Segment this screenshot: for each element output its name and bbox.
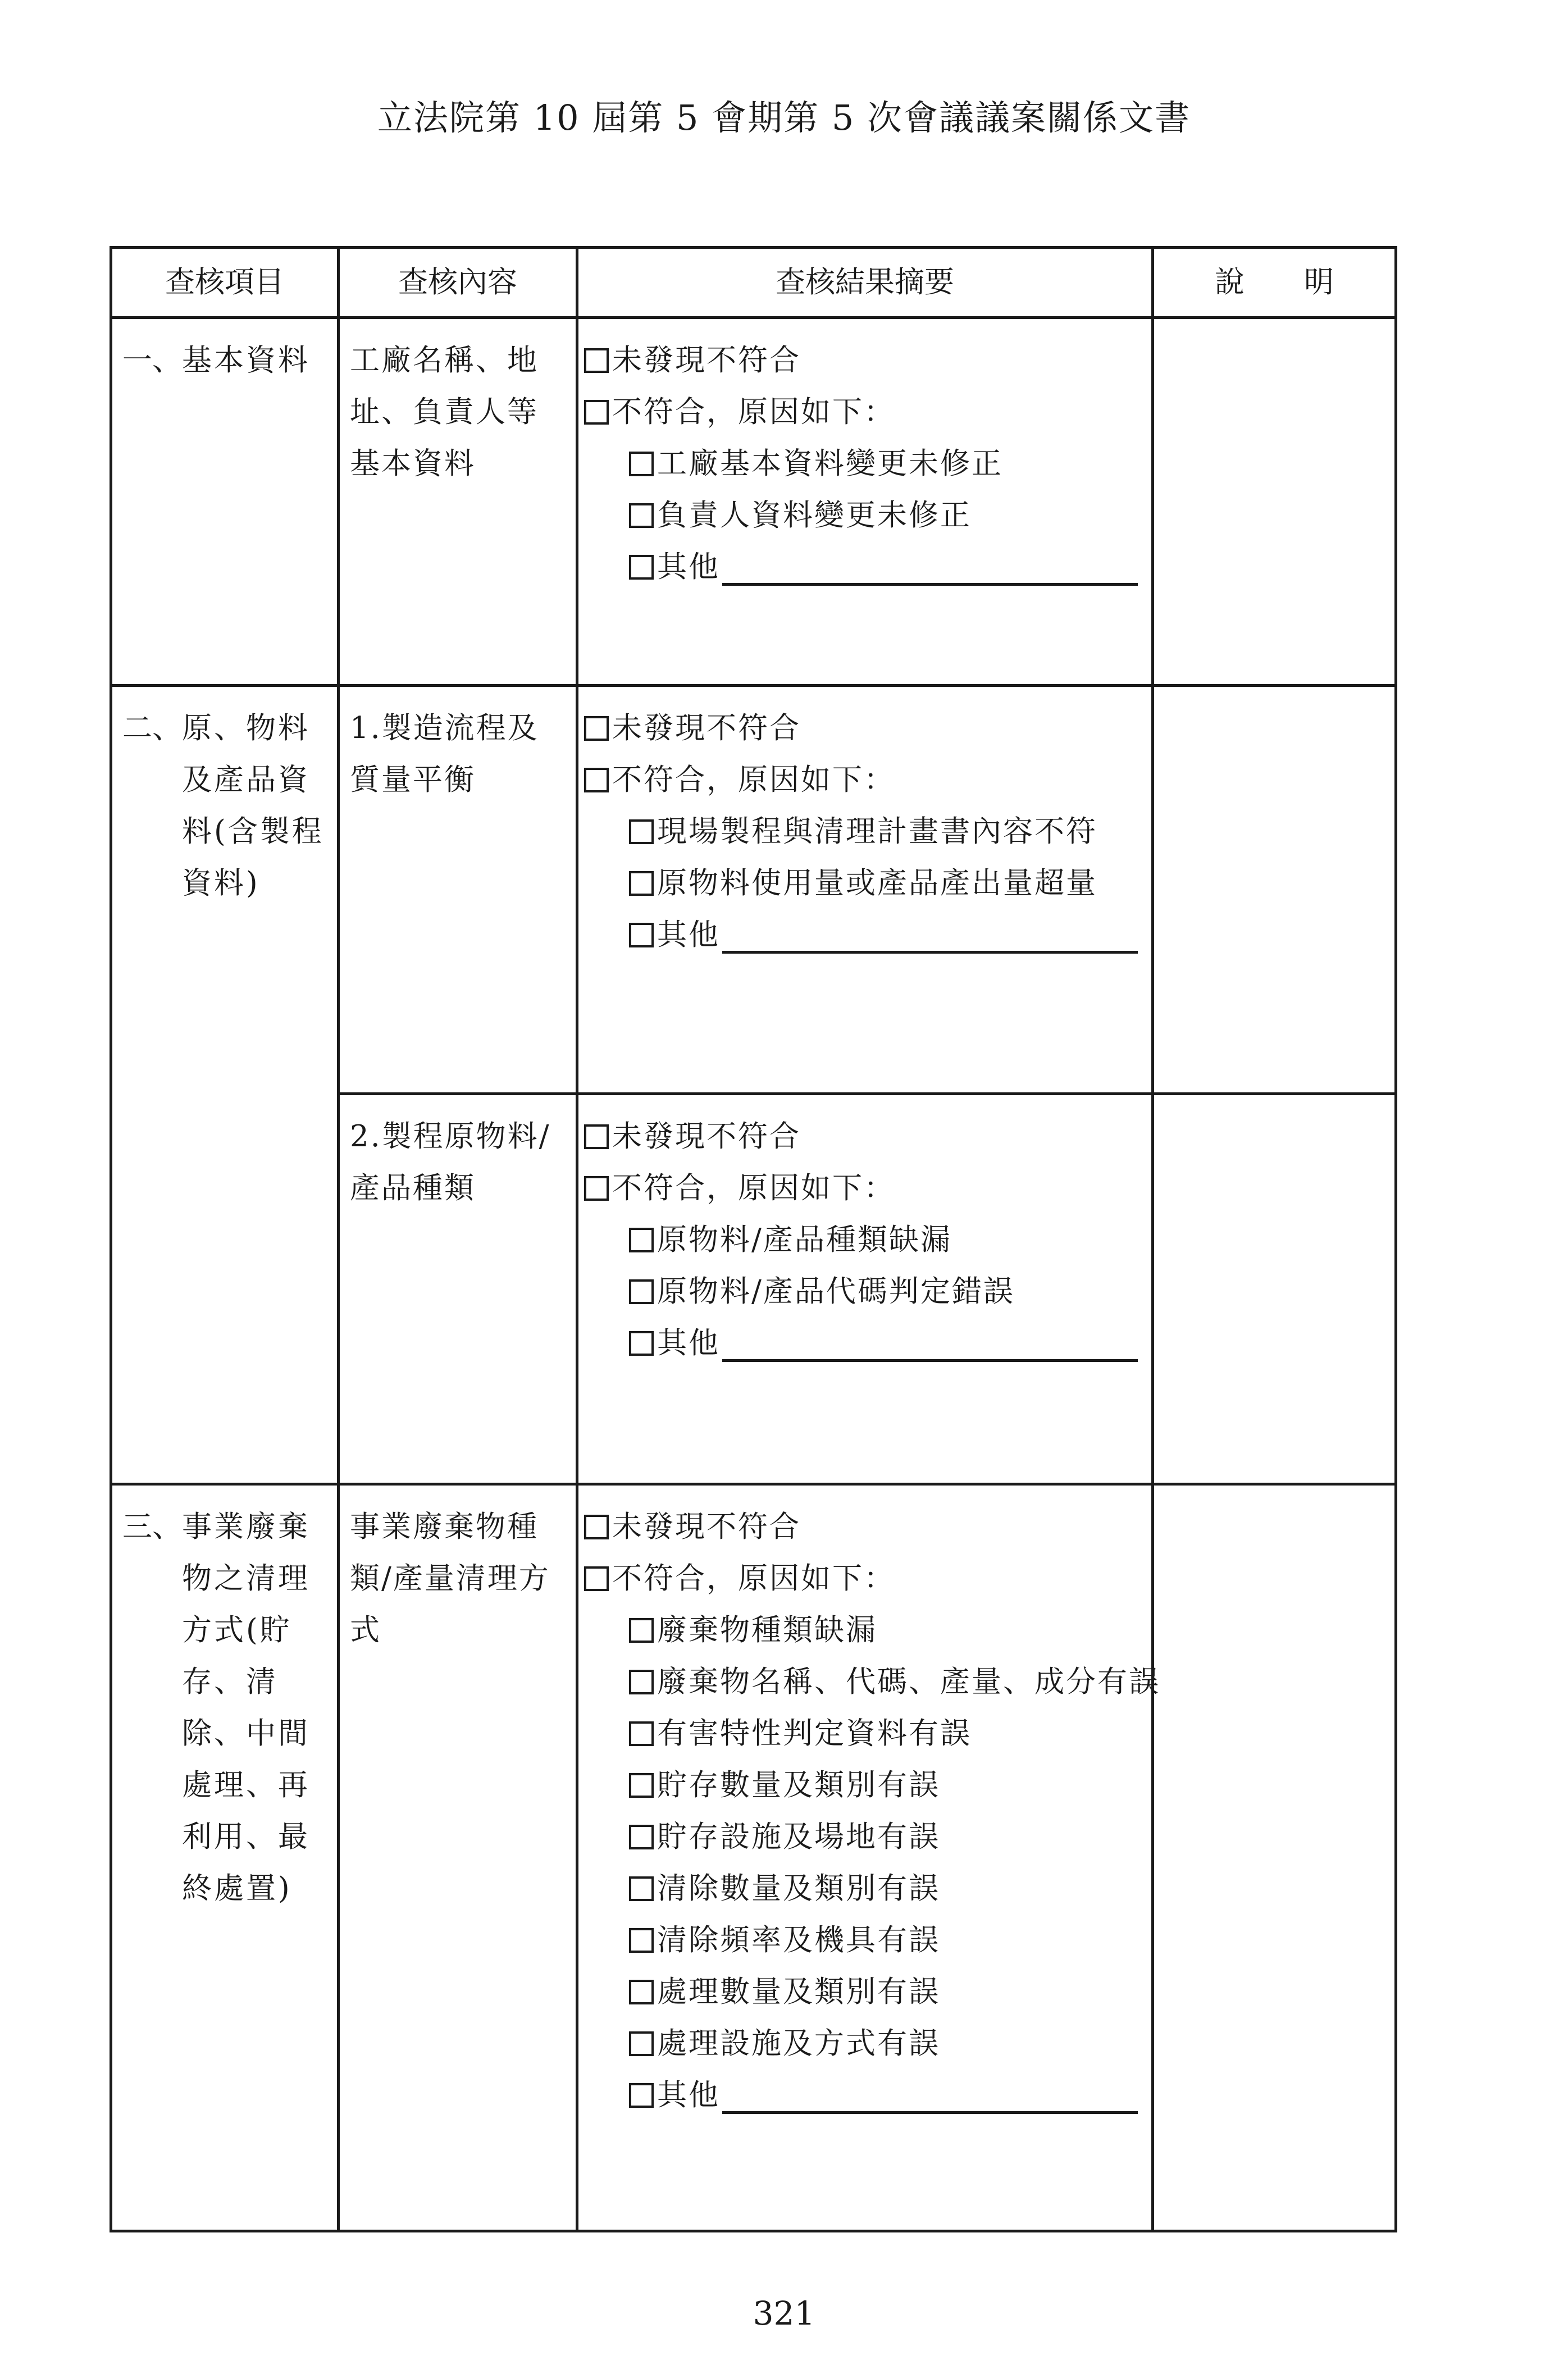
checkbox[interactable]: [584, 716, 609, 741]
note-cell[interactable]: [1153, 318, 1396, 686]
result-cell: [577, 318, 1153, 686]
item-title: 原、物料及產品資料(含製程資料): [182, 711, 324, 900]
item-title: 基本資料: [182, 343, 310, 377]
checkbox[interactable]: [629, 1331, 654, 1356]
content-cell: [339, 318, 577, 686]
note-cell[interactable]: [1153, 1094, 1396, 1484]
sub-option-other[interactable]: 其他: [584, 909, 1143, 961]
page-number: 321: [753, 2294, 815, 2332]
sub-option[interactable]: 貯存數量及類別有誤: [584, 1760, 1143, 1811]
fill-in-blank[interactable]: [722, 2077, 1138, 2114]
sub-option[interactable]: 現場製程與清理計畫書內容不符: [584, 806, 1143, 858]
note-cell[interactable]: [1153, 686, 1396, 1094]
document-header: 立法院第 10 屆第 5 會期第 5 次會議議案關係文書: [377, 97, 1191, 138]
content-text: 1.製造流程及質量平衡: [350, 711, 539, 797]
sub-option[interactable]: 廢棄物種類缺漏: [584, 1605, 1143, 1656]
sub-option-other[interactable]: 其他: [584, 541, 1143, 593]
checkbox[interactable]: [584, 348, 609, 373]
sub-option[interactable]: 處理設施及方式有誤: [584, 2018, 1143, 2070]
checkbox[interactable]: [629, 2083, 654, 2108]
sub-option[interactable]: 清除頻率及機具有誤: [584, 1915, 1143, 1966]
sub-option[interactable]: 清除數量及類別有誤: [584, 1863, 1143, 1915]
checkbox[interactable]: [629, 555, 654, 580]
result-cell: [577, 1484, 1160, 2231]
checkbox[interactable]: [584, 1124, 609, 1149]
table-row: [111, 686, 1396, 1094]
checkbox[interactable]: [629, 1928, 654, 1953]
checkbox[interactable]: [584, 1515, 609, 1539]
checkbox[interactable]: [629, 1228, 654, 1252]
checkbox[interactable]: [629, 1721, 654, 1746]
option-fail[interactable]: 不符合，原因如下：: [584, 1163, 1143, 1214]
fill-in-blank[interactable]: [722, 549, 1138, 586]
sub-option[interactable]: 廢棄物名稱、代碼、產量、成分有誤: [584, 1656, 1143, 1708]
sub-option[interactable]: 負責人資料變更未修正: [584, 490, 1143, 541]
checkbox[interactable]: [629, 819, 654, 844]
checkbox[interactable]: [584, 1566, 609, 1591]
item-cell: [111, 318, 339, 686]
sub-option[interactable]: 原物料/產品代碼判定錯誤: [584, 1266, 1143, 1318]
sub-option-other[interactable]: 其他: [584, 1318, 1143, 1369]
content-text: 事業廢棄物種類/產量清理方式: [350, 1510, 550, 1647]
content-text: 工廠名稱、地址、負責人等基本資料: [350, 343, 539, 481]
sub-option[interactable]: 原物料/產品種類缺漏: [584, 1214, 1143, 1266]
item-cell: [111, 1484, 339, 2231]
content-text: 2.製程原物料/產品種類: [350, 1119, 551, 1205]
checkbox[interactable]: [629, 871, 654, 896]
checkbox[interactable]: [629, 1876, 654, 1901]
checkbox[interactable]: [629, 1618, 654, 1643]
audit-checklist-table: [110, 246, 1397, 2232]
checkbox[interactable]: [629, 1825, 654, 1849]
option-pass[interactable]: 未發現不符合: [584, 1501, 1143, 1553]
item-number: 三、: [122, 1510, 182, 1544]
result-cell: [577, 686, 1153, 1094]
checkbox[interactable]: [584, 1176, 609, 1201]
checkbox[interactable]: [584, 400, 609, 425]
item-cell: [111, 686, 339, 1484]
table-header-row: [111, 248, 1396, 318]
checkbox[interactable]: [629, 1279, 654, 1304]
fill-in-blank[interactable]: [722, 917, 1138, 954]
header-content: 查核內容: [339, 248, 577, 318]
sub-option[interactable]: 原物料使用量或產品產出量超量: [584, 858, 1143, 909]
sub-option[interactable]: 貯存設施及場地有誤: [584, 1811, 1143, 1863]
sub-option[interactable]: 處理數量及類別有誤: [584, 1966, 1143, 2018]
item-title: 事業廢棄物之清理方式(貯存、清除、中間處理、再利用、最終處置): [182, 1510, 310, 1906]
checkbox[interactable]: [629, 1670, 654, 1694]
item-number: 二、: [122, 711, 182, 745]
checkbox[interactable]: [629, 1980, 654, 2004]
checkbox[interactable]: [584, 768, 609, 792]
result-cell: [577, 1094, 1153, 1484]
checkbox[interactable]: [629, 1773, 654, 1798]
checkbox[interactable]: [629, 2031, 654, 2056]
content-cell: [339, 686, 577, 1094]
sub-option[interactable]: 工廠基本資料變更未修正: [584, 438, 1143, 490]
content-cell: [339, 1094, 577, 1484]
option-pass[interactable]: 未發現不符合: [584, 703, 1143, 754]
option-fail[interactable]: 不符合，原因如下：: [584, 1553, 1143, 1605]
sub-option-other[interactable]: 其他: [584, 2070, 1143, 2121]
fill-in-blank[interactable]: [722, 1325, 1138, 1362]
checkbox[interactable]: [629, 923, 654, 947]
header-result: 查核結果摘要: [577, 248, 1153, 318]
note-cell[interactable]: [1153, 1484, 1396, 2231]
option-fail[interactable]: 不符合，原因如下：: [584, 754, 1143, 806]
option-fail[interactable]: 不符合，原因如下：: [584, 386, 1143, 438]
checkbox[interactable]: [629, 452, 654, 476]
content-cell: [339, 1484, 577, 2231]
checkbox[interactable]: [629, 503, 654, 528]
item-number: 一、: [122, 343, 182, 377]
header-item: 查核項目: [111, 248, 339, 318]
header-note: 說 明: [1153, 248, 1396, 318]
option-pass[interactable]: 未發現不符合: [584, 1111, 1143, 1163]
sub-option[interactable]: 有害特性判定資料有誤: [584, 1708, 1143, 1760]
table-row: [111, 318, 1396, 686]
table-row: [111, 1484, 1396, 2231]
option-pass[interactable]: 未發現不符合: [584, 335, 1143, 386]
